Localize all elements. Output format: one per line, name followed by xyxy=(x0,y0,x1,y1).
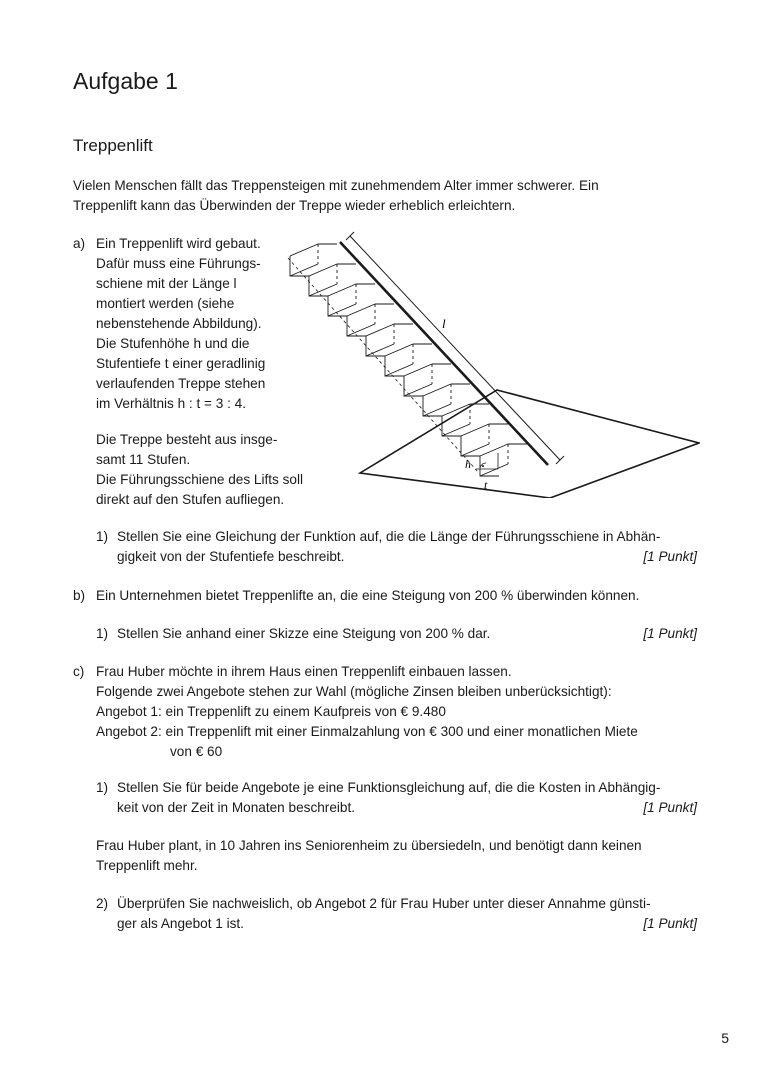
q-a1-line: gigkeit von der Stufentiefe beschreibt. xyxy=(117,549,345,564)
stair-edge xyxy=(290,244,318,256)
stair-step xyxy=(366,336,385,356)
q-c2-line: ger als Angebot 1 ist. xyxy=(117,916,244,931)
part-c-marker: c) xyxy=(73,664,85,679)
part-a-line: im Verhältnis h : t = 3 : 4. xyxy=(96,396,246,411)
part-b-marker: b) xyxy=(73,588,86,603)
stair-steps xyxy=(290,244,527,476)
staircase-svg xyxy=(280,228,700,498)
q-c2-number: 2) xyxy=(96,896,109,911)
label-l: l xyxy=(442,316,446,331)
offer-1: Angebot 1: ein Treppenlift zu einem Kaufpreis von € 9.480 xyxy=(96,704,446,719)
label-t: t xyxy=(484,478,488,492)
q-a1-number: 1) xyxy=(96,529,109,544)
q-c1-number: 1) xyxy=(96,780,109,795)
q-c2-line: Überprüfen Sie nachweislich, ob Angebot 2 für Frau Huber unter dieser Annahme günsti- xyxy=(117,896,651,911)
part-a-line: Dafür muss eine Führungs- xyxy=(96,256,261,271)
part-a-line: schiene mit der Länge l xyxy=(96,276,237,291)
staircase-figure xyxy=(280,228,700,498)
q-a1-line: Stellen Sie eine Gleichung der Funktion auf, die die Länge der Führungsschiene in Abhän- xyxy=(117,529,661,544)
intro-line-1: Vielen Menschen fällt das Treppensteigen mit zunehmendem Alter immer schwerer. Ein xyxy=(73,178,599,193)
part-a-line: Die Treppe besteht aus insge- xyxy=(96,432,278,447)
stair-step xyxy=(309,276,328,296)
stair-step xyxy=(461,436,480,456)
stair-back-edge xyxy=(288,258,478,472)
intro-line-2: Treppenlift kann das Überwinden der Treppe wieder erheblich erleichtern. xyxy=(73,198,516,213)
part-a-line: Stufentiefe t einer geradlinig xyxy=(96,356,266,371)
part-a-line: Ein Treppenlift wird gebaut. xyxy=(96,236,261,251)
part-a-line: verlaufenden Treppe stehen xyxy=(96,376,266,391)
stair-edge xyxy=(480,464,508,476)
q-b1-line: Stellen Sie anhand einer Skizze eine Steigung von 200 % dar. xyxy=(117,626,491,641)
page-title: Aufgabe 1 xyxy=(73,68,178,94)
part-b-text: Ein Unternehmen bietet Treppenlifte an, die eine Steigung von 200 % überwinden können. xyxy=(96,588,640,603)
points-label: [1 Punkt] xyxy=(643,549,697,564)
part-c-line: Frau Huber möchte in ihrem Haus einen Treppenlift einbauen lassen. xyxy=(96,664,512,679)
part-c-para: Frau Huber plant, in 10 Jahren ins Seniorenheim zu übersiedeln, und benötigt dann keinen xyxy=(96,838,642,853)
part-a-line: samt 11 Stufen. xyxy=(96,452,191,467)
part-a-line: nebenstehende Abbildung). xyxy=(96,316,262,331)
stair-step xyxy=(328,296,347,316)
q-b1-number: 1) xyxy=(96,626,109,641)
stair-step xyxy=(347,316,366,336)
part-c-para: Treppenlift mehr. xyxy=(96,858,198,873)
part-a-line: montiert werden (siehe xyxy=(96,296,235,311)
part-a-marker: a) xyxy=(73,236,86,251)
points-label: [1 Punkt] xyxy=(643,916,697,931)
part-a-line: Die Stufenhöhe h und die xyxy=(96,336,250,351)
points-label: [1 Punkt] xyxy=(643,800,697,815)
part-a-line: direkt auf den Stufen aufliegen. xyxy=(96,492,285,507)
part-c-line: Folgende zwei Angebote stehen zur Wahl (mögliche Zinsen bleiben unberücksichtigt): xyxy=(96,684,612,699)
length-dimension xyxy=(350,236,560,460)
stair-step xyxy=(423,396,442,416)
section-title: Treppenlift xyxy=(73,136,153,155)
q-c1-line: keit von der Zeit in Monaten beschreibt. xyxy=(117,800,356,815)
stair-step xyxy=(385,356,404,376)
offer-2: Angebot 2: ein Treppenlift mit einer Einmalzahlung von € 300 und einer monatlichen Miete xyxy=(96,724,638,739)
stair-step xyxy=(290,256,309,276)
offer-2-cont: von € 60 xyxy=(170,744,223,759)
points-label: [1 Punkt] xyxy=(643,626,697,641)
stair-step xyxy=(404,376,423,396)
page-number: 5 xyxy=(721,1030,729,1046)
part-a-line: Die Führungsschiene des Lifts soll xyxy=(96,472,304,487)
q-c1-line: Stellen Sie für beide Angebote je eine Funktionsgleichung auf, die die Kosten in Abhängig- xyxy=(117,780,661,795)
label-h: h xyxy=(465,457,471,471)
stair-step xyxy=(442,416,461,436)
